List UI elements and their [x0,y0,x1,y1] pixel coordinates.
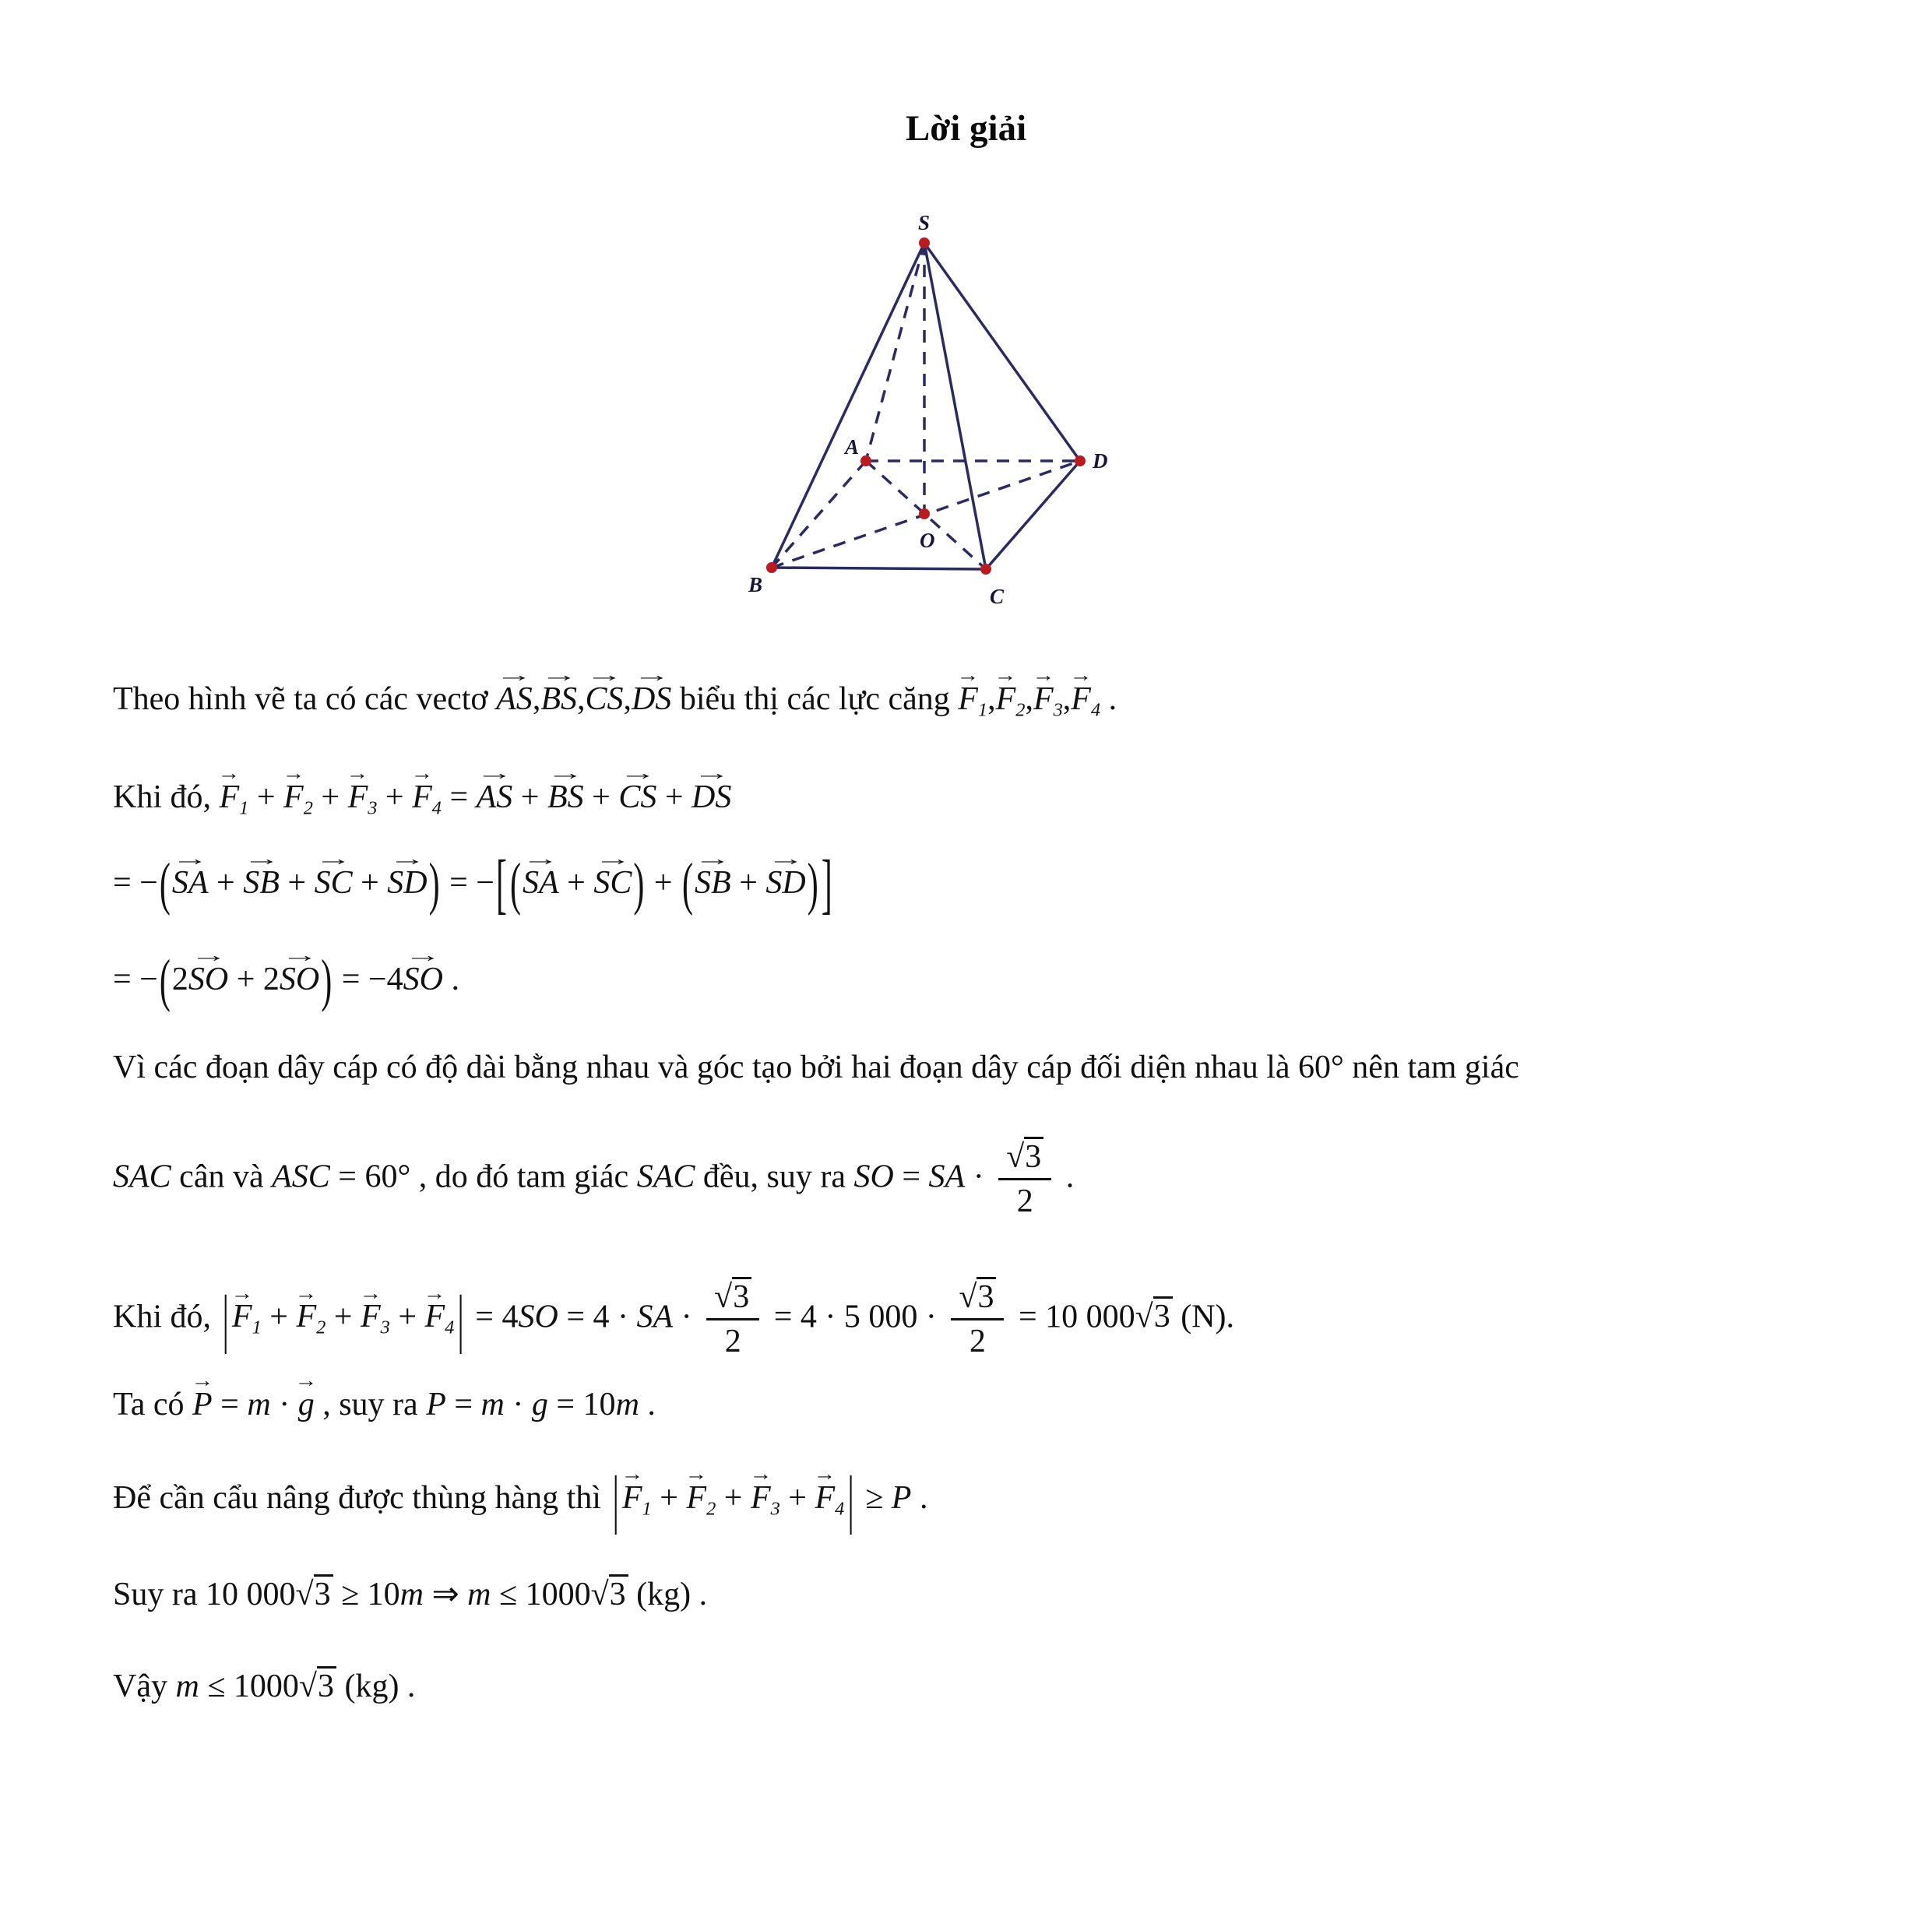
vertex-label-O: O [920,529,935,552]
radical-icon: √ [298,1669,317,1704]
math-text: ≤ 1000 [199,1669,299,1704]
vector-arrow-icon: → [189,945,227,967]
vertex-label-D: D [1093,449,1108,473]
math-subscript: 2 [706,1498,716,1520]
math-var: ASC [272,1159,330,1195]
vector-arrow-icon: → [294,1370,318,1392]
math-text: (kg) . [336,1669,416,1704]
radical-icon: √ [1135,1299,1153,1335]
vector-arrow-icon: → [404,945,442,967]
vector-arrow-icon: → [423,1282,446,1304]
math-vector: → F [346,763,369,815]
vertex-label-B: B [748,573,763,596]
math-subscript: 4 [445,1317,455,1338]
math-sqrt-body: 3 [314,1574,333,1612]
radical-icon: √ [714,1279,733,1315]
math-text: , [1062,681,1072,717]
math-sqrt [1135,1296,1173,1335]
math-frac-denominator: 2 [1016,1183,1033,1220]
math-text: · [270,1387,298,1422]
math-text: + [779,1480,815,1516]
math-subscript: 1 [252,1317,262,1338]
math-vector: → F [684,1464,708,1516]
math-vector-sub [231,1282,262,1338]
vector-arrow-icon: → [231,1282,254,1304]
vector-arrow-icon: → [1069,665,1093,687]
math-text: cân và [171,1159,273,1195]
math-var: g [531,1387,548,1422]
math-vector: → SO [279,945,320,997]
math-text: = 10 000 [1010,1299,1135,1335]
math-sqrt-body: 3 [1024,1137,1043,1175]
math-paren: ( [159,853,171,918]
math-text: Ta có [113,1387,193,1422]
vector-arrow-icon: → [632,665,670,687]
math-vector-sub [282,763,313,819]
vector-arrow-icon: → [694,849,732,870]
solution-line-5 [113,1047,1519,1088]
math-vector: → F [294,1282,318,1335]
vector-arrow-icon: → [410,763,434,785]
vector-arrow-icon: → [540,665,578,687]
math-vector: → DS [631,665,672,717]
math-text: + 2 [228,962,280,997]
math-text: , suy ra [314,1387,427,1422]
math-text: + [352,865,388,901]
math-frac-denominator: 2 [724,1324,741,1360]
math-vector: → F [621,1464,644,1516]
math-text: = 60° , do đó tam giác [329,1159,637,1195]
vector-arrow-icon: → [282,763,305,785]
math-var: P [891,1480,912,1516]
vector-arrow-icon: → [684,1464,708,1486]
math-frac-denominator: 2 [969,1324,986,1360]
math-paren: ) [633,853,645,918]
math-paren: [ [495,848,507,922]
math-var: SA [636,1299,674,1335]
math-text: = 4 [466,1299,519,1335]
vector-arrow-icon: → [586,665,623,687]
solution-line-11 [113,1666,415,1707]
math-vector: → F [410,763,434,815]
math-vector-sub [994,665,1026,721]
math-text: · [673,1299,701,1335]
math-vector: → SD [765,849,806,901]
math-subscript: 1 [977,699,988,721]
math-fraction [706,1278,759,1361]
math-vector: → F [282,763,305,815]
math-vector: → F [994,665,1017,717]
math-vector-sub [684,1464,716,1520]
math-frac-numerator [951,1278,1004,1320]
vertex-dot-S [919,237,930,248]
math-text: Khi đó, [113,779,220,815]
math-vector: → BS [547,763,585,815]
math-vector-sub [749,1464,780,1520]
math-subscript: 3 [1053,699,1063,721]
math-sqrt-body: 3 [1153,1296,1173,1335]
math-vector: → SB [694,849,732,901]
math-vector: → F [813,1464,836,1516]
math-sqrt-body: 3 [609,1574,628,1612]
solution-line-3 [113,848,834,922]
math-fraction [998,1138,1051,1221]
vertex-label-A: A [845,435,860,459]
math-vector: → SO [188,945,229,997]
math-abs-bar: | [222,1283,229,1356]
vertex-dot-C [980,564,991,575]
math-vector: → F [217,763,241,815]
math-subscript: 3 [368,797,378,819]
math-frac-numerator [706,1278,759,1320]
math-text: = [445,1387,481,1422]
math-paren: ) [428,853,440,918]
math-var: m [615,1387,639,1422]
math-text: ≥ 10 [333,1577,400,1612]
vertex-dot-B [766,562,777,573]
math-text: , [987,681,996,717]
math-paren: ) [807,853,818,918]
edge-SB [772,243,924,568]
edge-SD [924,243,1080,461]
math-vector-sub [359,1282,390,1338]
math-text: Vậy [113,1669,176,1704]
math-vector-sub [1032,665,1063,721]
math-text: Để cần cẩu nâng được thùng hàng thì [113,1480,610,1516]
math-frac-numerator [998,1138,1051,1180]
math-vector: → SA [171,849,209,901]
math-paren: ( [509,853,521,918]
vector-arrow-icon: → [346,763,369,785]
solution-line-2 [113,763,732,821]
math-vector: → BS [540,665,578,717]
math-text: + [558,865,594,901]
math-text: . [1057,1159,1075,1195]
math-text: + [716,1480,751,1516]
math-vector-sub [217,763,249,819]
math-text: biểu thị các lực căng [671,681,959,717]
math-text: = 4 · [558,1299,637,1335]
vector-arrow-icon: → [476,763,513,785]
math-sqrt-body: 3 [732,1277,751,1315]
math-text: = [441,779,477,815]
vertex-label-S: S [918,211,931,234]
vector-arrow-icon: → [217,763,241,785]
edge-SA [866,243,924,461]
math-text: ≤ 1000 [491,1577,591,1612]
vector-arrow-icon: → [280,945,318,967]
math-text: + [279,865,315,901]
math-subscript: 3 [380,1317,390,1338]
vector-arrow-icon: → [171,849,209,870]
vector-arrow-icon: → [956,665,980,687]
math-var: m [175,1669,199,1704]
math-paren: ) [321,949,333,1015]
vector-arrow-icon: → [813,1464,836,1486]
vector-arrow-icon: → [767,849,804,870]
math-text: , [1025,681,1033,717]
math-text: + [583,779,619,815]
math-sqrt [296,1574,333,1612]
math-paren: ( [159,949,171,1015]
math-text: + [208,865,244,901]
solution-line-7 [113,1278,1234,1361]
math-subscript: 4 [835,1498,845,1520]
math-abs-bar: | [612,1464,619,1536]
math-subscript: 4 [431,797,442,819]
math-var: SAC [636,1159,695,1195]
math-text: = −4 [333,962,403,997]
math-vector: → F [359,1282,382,1335]
vector-arrow-icon: → [593,849,632,870]
math-subscript: 3 [770,1498,780,1520]
math-sqrt [1006,1137,1043,1175]
math-text: 2 [171,962,188,997]
math-text: + [730,865,766,901]
math-text: ⇒ [423,1577,468,1612]
edge-CD [986,461,1080,569]
math-sqrt [959,1277,996,1315]
vector-arrow-icon: → [994,665,1017,687]
math-vector: → SB [242,849,280,901]
math-text: + [646,865,681,901]
math-abs-bar: | [457,1283,464,1356]
math-text: = 10 [547,1387,616,1422]
math-vector-sub [956,665,988,721]
math-text: (kg) . [628,1577,708,1612]
math-sqrt [299,1666,336,1704]
vector-arrow-icon: → [495,665,533,687]
math-sqrt [714,1277,751,1315]
math-vector: → F [231,1282,254,1335]
math-text: = 4 · 5 000 · [765,1299,945,1335]
vector-arrow-icon: → [389,849,426,870]
math-vector: → F [1069,665,1093,717]
page-title: Lời giải [905,108,1027,149]
math-subscript: 2 [1015,699,1026,721]
vector-arrow-icon: → [749,1464,772,1486]
math-var: m [467,1577,491,1612]
math-paren: ] [821,848,832,922]
vector-arrow-icon: → [692,763,730,785]
radical-icon: √ [590,1577,609,1612]
math-vector-sub [294,1282,326,1338]
pyramid-figure [728,199,1164,623]
math-vector: → F [423,1282,446,1335]
math-text: + [312,779,348,815]
math-var: m [480,1387,505,1422]
math-var: P [426,1387,446,1422]
math-vector-sub [621,1464,652,1520]
math-vector: → SD [387,849,428,901]
math-text: + [261,1299,297,1335]
vector-arrow-icon: → [522,849,560,870]
edge-BC [772,568,986,569]
math-text: = [893,1159,929,1195]
math-vector-sub [813,1464,845,1520]
math-text: đều, suy ra [695,1159,854,1195]
math-vector: → CS [585,665,624,717]
solution-line-9 [113,1464,928,1536]
math-text: + [389,1299,425,1335]
math-subscript: 1 [642,1498,652,1520]
math-subscript: 1 [239,797,249,819]
math-text: ≥ [857,1480,892,1516]
math-text: . [911,1480,928,1516]
math-text: , [576,681,586,717]
math-text: , [532,681,541,717]
vertex-dot-A [860,455,871,466]
math-text: + [377,779,413,815]
math-sqrt-body: 3 [317,1666,336,1704]
math-vector: → SC [593,849,632,901]
math-text: Suy ra 10 000 [113,1577,296,1612]
vector-arrow-icon: → [242,849,280,870]
math-vector: → F [749,1464,772,1516]
math-vector: → AS [495,665,533,717]
vector-arrow-icon: → [191,1370,214,1392]
math-sqrt-body: 3 [977,1277,996,1315]
math-vector: → DS [692,763,732,815]
solution-line-10 [113,1574,707,1616]
math-text: + [651,1480,687,1516]
math-vector-sub [410,763,442,819]
math-vector-sub [1069,665,1101,721]
math-var: SAC [113,1159,171,1195]
math-text: . [1100,681,1117,717]
math-var: SO [853,1159,894,1195]
math-vector: → AS [476,763,513,815]
math-vector-sub [346,763,378,819]
math-vector: → F [956,665,980,717]
math-text: Theo hình vẽ ta có các vectơ [113,681,497,717]
math-subscript: 2 [303,797,313,819]
vector-arrow-icon: → [547,763,585,785]
math-vector: → SC [314,849,353,901]
math-var: m [399,1577,424,1612]
math-var: SA [928,1159,966,1195]
pyramid-svg [728,199,1164,623]
math-subscript: 4 [1090,699,1101,721]
math-abs-bar: | [847,1464,854,1536]
math-var: m [247,1387,271,1422]
vector-arrow-icon: → [621,1464,644,1486]
math-vector: → g [294,1370,318,1422]
math-paren: ( [682,853,694,918]
solution-line-8 [113,1370,656,1426]
solution-line-1 [113,665,1117,723]
vector-arrow-icon: → [1032,665,1055,687]
vertex-dot-D [1075,455,1086,466]
math-text: (N). [1172,1299,1235,1335]
math-vector: → SA [522,849,560,901]
solution-line-6 [113,1138,1074,1221]
math-vector-sub [423,1282,455,1338]
math-text: + [248,779,284,815]
math-text: + [656,779,692,815]
math-vector: → F [1032,665,1055,717]
math-var: SO [518,1299,558,1335]
math-text: · [965,1159,993,1195]
math-text: = − [113,865,158,901]
math-fraction [951,1278,1004,1361]
math-subscript: 2 [316,1317,326,1338]
math-vector: → P [191,1370,214,1422]
vertex-label-C: C [990,585,1005,608]
radical-icon: √ [959,1279,977,1315]
math-text: , [623,681,632,717]
math-vector: → SO [403,945,443,997]
vector-arrow-icon: → [294,1282,318,1304]
math-vector: → CS [618,763,657,815]
math-text: . [639,1387,656,1422]
math-text: = [212,1387,248,1422]
vector-arrow-icon: → [359,1282,382,1304]
vector-arrow-icon: → [315,849,352,870]
radical-icon: √ [1006,1139,1025,1175]
math-text: · [504,1387,532,1422]
math-sqrt [591,1574,628,1612]
math-text: . [442,962,459,997]
math-text: Khi đó, [113,1299,220,1335]
vertex-dot-O [919,508,930,519]
math-text: + [512,779,547,815]
math-text: + [326,1299,361,1335]
math-text: Vì các đoạn dây cáp có độ dài bằng nhau và góc tạo bởi hai đoạn dây cáp đối diện nhau là 60° nên tam giác [113,1050,1519,1085]
radical-icon: √ [295,1577,314,1612]
vector-arrow-icon: → [618,763,656,785]
math-text: = − [113,962,158,997]
solution-line-4 [113,945,459,1015]
math-text: = − [441,865,494,901]
